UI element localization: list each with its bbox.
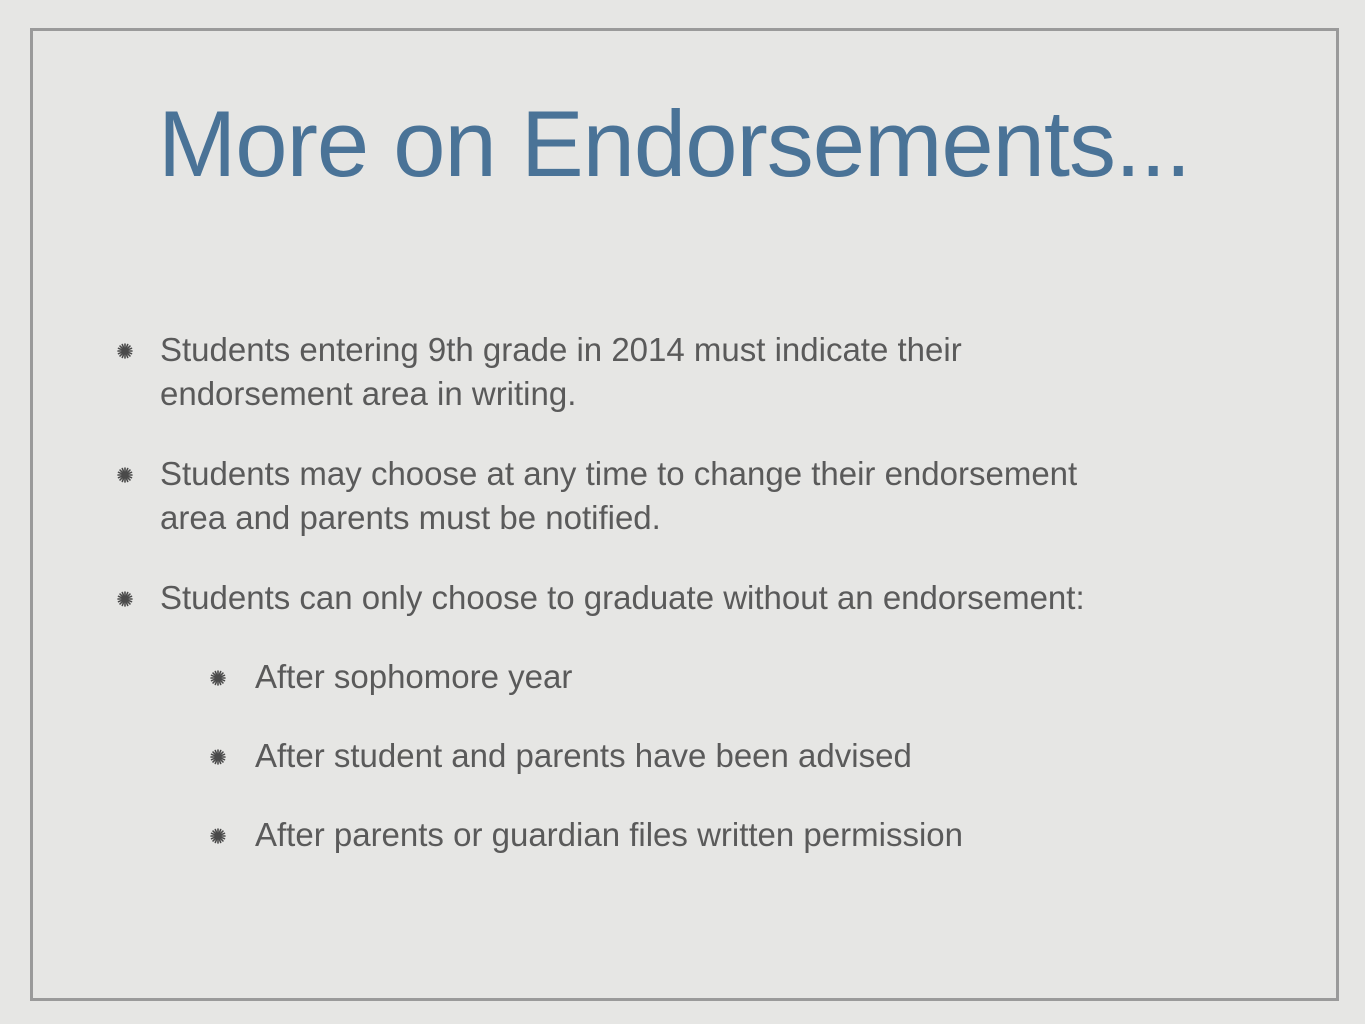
sub-bullet-item: After student and parents have been advised — [255, 737, 912, 774]
slide-title: More on Endorsements... — [158, 91, 1191, 196]
bullet-line: endorsement area in writing. — [160, 375, 577, 412]
bullet-line: area and parents must be notified. — [160, 499, 661, 536]
sub-bullet-item: After parents or guardian files written permission — [255, 816, 963, 853]
bullet-line: Students can only choose to graduate without an endorsement: — [160, 579, 1085, 616]
asterisk-bullet-icon — [116, 466, 134, 484]
bullet-item — [160, 576, 1085, 620]
asterisk-bullet-icon — [116, 342, 134, 360]
asterisk-bullet-icon — [209, 827, 227, 845]
bullet-item — [160, 452, 1077, 540]
sub-bullet-item: After sophomore year — [255, 658, 573, 695]
bullet-line: Students may choose at any time to change their endorsement — [160, 455, 1078, 492]
bullet-line: Students entering 9th grade in 2014 must indicate their — [160, 331, 962, 368]
asterisk-bullet-icon — [116, 590, 134, 608]
asterisk-bullet-icon — [209, 748, 227, 766]
asterisk-bullet-icon — [209, 669, 227, 687]
bullet-item — [160, 328, 962, 416]
